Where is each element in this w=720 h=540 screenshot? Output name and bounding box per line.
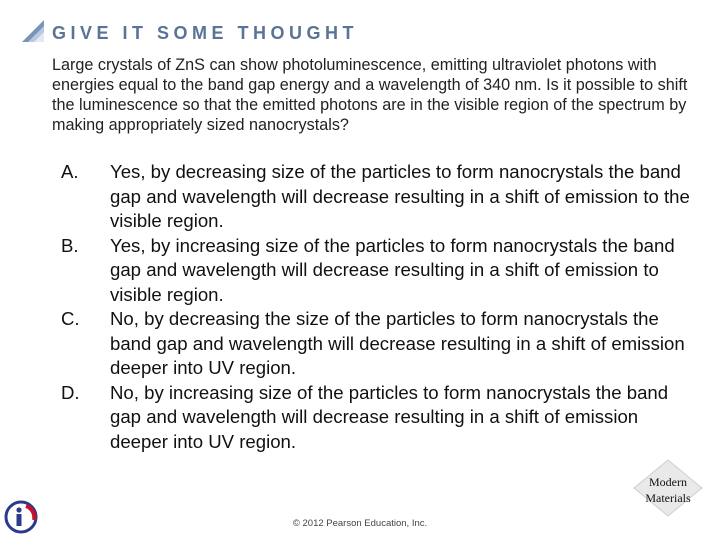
badge-line-1: Modern	[649, 475, 687, 489]
answer-letter: A.	[61, 161, 79, 182]
answer-text: No, by increasing size of the particles to form nanocrystals the band gap and wavelength will decrease resulting in a shift of emission deeper into UV region.	[110, 381, 669, 452]
answer-text: Yes, by decreasing size of the particles to form nanocrystals the band gap and wavelength will decrease resulting in a shift of emission to the visible region.	[110, 161, 690, 231]
answer-option-c[interactable]	[60, 307, 700, 381]
answer-option-b[interactable]	[60, 234, 700, 308]
badge-label	[632, 474, 704, 506]
answer-text: No, by decreasing the size of the particles to form nanocrystals the band gap and wavelength will decrease resulting in a shift of emission deeper into UV region.	[110, 308, 685, 378]
answer-text: Yes, by increasing size of the particles to form nanocrystals the band gap and wavelength will decrease resulting in a shift of emission to visible region.	[110, 234, 675, 305]
answer-letter: D.	[61, 381, 80, 403]
answer-option-a[interactable]	[60, 160, 700, 234]
answer-list	[60, 160, 700, 454]
question-text: Large crystals of ZnS can show photoluminescence, emitting ultraviolet photons with energies equal to the band gap energy and a wavelength of 340 nm. Is it possible to shift the luminescence so that the emitted photons are in the visible region of the spectrum by making appropriately sized nanocrystals?	[52, 56, 688, 134]
triangle-thought-icon	[20, 18, 46, 44]
answer-letter: C.	[61, 308, 80, 329]
section-header	[20, 18, 400, 52]
badge-line-2: Materials	[645, 491, 691, 505]
copyright-text: © 2012 Pearson Education, Inc.	[292, 518, 428, 529]
answer-option-d[interactable]	[60, 381, 700, 455]
chapter-badge	[632, 458, 704, 518]
header-title: GIVE IT SOME THOUGHT	[52, 23, 359, 43]
answer-letter: B.	[61, 234, 79, 256]
